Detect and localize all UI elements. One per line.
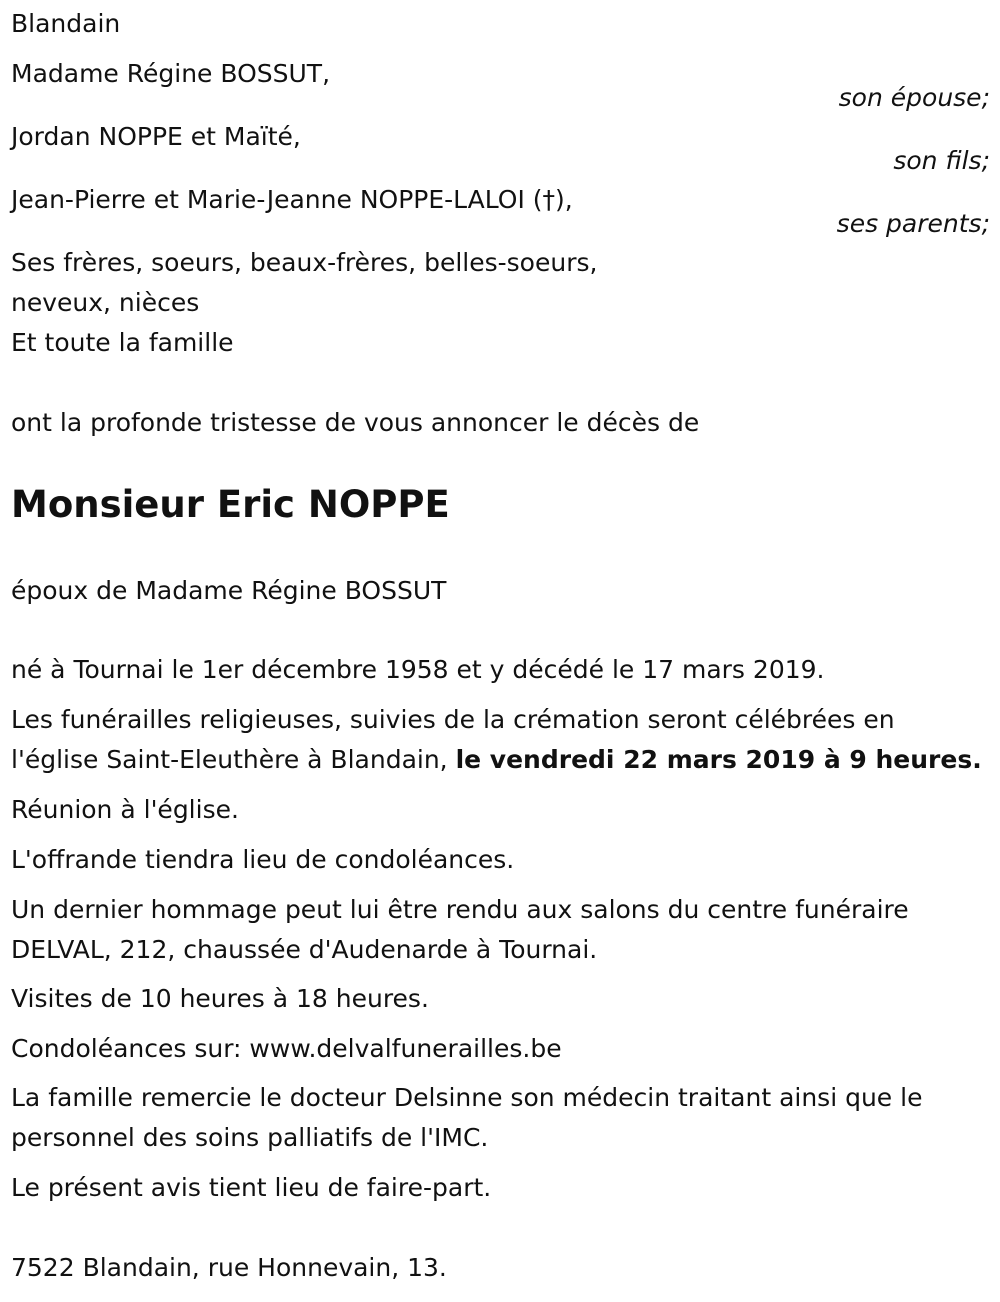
funeral-line-1: Les funérailles religieuses, suivies de la crémation seront célébrées en <box>11 705 895 734</box>
birth-death-text: né à Tournai le 1er décembre 1958 et y décédé le 17 mars 2019. <box>11 655 825 684</box>
tribute-line-1: Un dernier hommage peut lui être rendu aux salons du centre funéraire <box>11 895 909 924</box>
parents-relation: ses parents; <box>836 209 990 238</box>
funeral-line-2 <box>11 740 982 780</box>
thanks-line-2: personnel des soins palliatifs de l'IMC. <box>11 1123 489 1152</box>
thanks-line-1: La famille remercie le docteur Delsinne son médecin traitant ainsi que le <box>11 1083 923 1112</box>
spouse-of-text: époux de Madame Régine BOSSUT <box>11 576 447 605</box>
tribute-line-2: DELVAL, 212, chaussée d'Audenarde à Tournai. <box>11 935 598 964</box>
condolences-text: Condoléances sur: www.delvalfunerailles.be <box>11 1034 562 1063</box>
son-name: Jordan NOPPE et Maïté, <box>11 122 301 151</box>
meeting-text: Réunion à l'église. <box>11 795 239 824</box>
announcement-text: ont la profonde tristesse de vous annoncer le décès de <box>11 408 700 437</box>
spouse-name: Madame Régine BOSSUT, <box>11 59 331 88</box>
deceased-name: Monsieur Eric NOPPE <box>11 483 450 526</box>
offering-text: L'offrande tiendra lieu de condoléances. <box>11 845 515 874</box>
place-label: Blandain <box>11 9 121 38</box>
family-others-line-2: neveux, nièces <box>11 288 200 317</box>
visits-text: Visites de 10 heures à 18 heures. <box>11 984 429 1013</box>
parents-name: Jean-Pierre et Marie-Jeanne NOPPE-LALOI (†), <box>11 185 573 214</box>
address-text: 7522 Blandain, rue Honnevain, 13. <box>11 1253 447 1282</box>
son-relation: son fils; <box>893 146 990 175</box>
notice-text: Le présent avis tient lieu de faire-part. <box>11 1173 492 1202</box>
family-others-line-1: Ses frères, soeurs, beaux-frères, belles-soeurs, <box>11 248 598 277</box>
family-others-line-3: Et toute la famille <box>11 328 234 357</box>
spouse-relation: son épouse; <box>838 83 990 112</box>
funeral-location: l'église Saint-Eleuthère à Blandain, <box>11 745 456 774</box>
funeral-date: le vendredi 22 mars 2019 à 9 heures. <box>455 745 982 774</box>
